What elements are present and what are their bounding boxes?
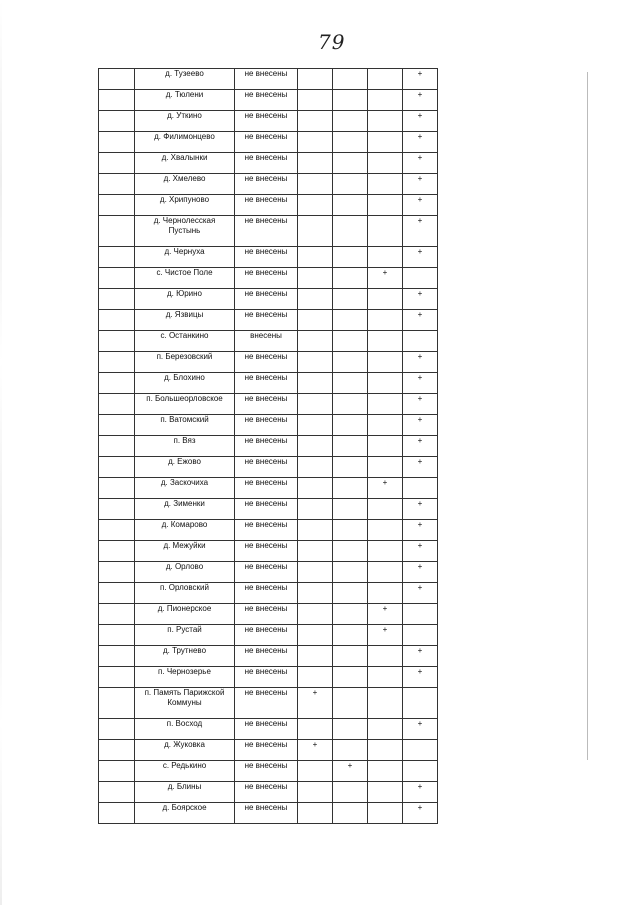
mark-cell-3 — [368, 646, 403, 667]
settlement-name-cell: с. Редькино — [135, 761, 235, 782]
mark-cell-1 — [298, 69, 333, 90]
mark-cell-1 — [298, 541, 333, 562]
settlements-table — [98, 68, 438, 824]
row-index-cell — [99, 803, 135, 824]
mark-cell-3 — [368, 289, 403, 310]
mark-cell-3 — [368, 803, 403, 824]
settlement-name-cell: д. Зименки — [135, 499, 235, 520]
mark-cell-2 — [333, 541, 368, 562]
row-index-cell — [99, 352, 135, 373]
status-cell: не внесены — [235, 132, 298, 153]
mark-cell-4: + — [403, 415, 438, 436]
settlement-name-cell: д. Ежово — [135, 457, 235, 478]
mark-cell-1 — [298, 719, 333, 740]
table-row — [99, 761, 438, 782]
settlement-name-cell: д. Заскочиха — [135, 478, 235, 499]
mark-cell-4: + — [403, 310, 438, 331]
mark-cell-1: + — [298, 740, 333, 761]
row-index-cell — [99, 520, 135, 541]
mark-cell-3 — [368, 331, 403, 352]
settlement-name-cell: п. Чернозерье — [135, 667, 235, 688]
status-cell: не внесены — [235, 688, 298, 719]
settlement-name-cell: д. Юрино — [135, 289, 235, 310]
status-cell: не внесены — [235, 247, 298, 268]
settlement-name-cell: д. Жуковка — [135, 740, 235, 761]
table-row — [99, 268, 438, 289]
status-cell: не внесены — [235, 583, 298, 604]
mark-cell-4: + — [403, 373, 438, 394]
table-row — [99, 310, 438, 331]
mark-cell-3 — [368, 247, 403, 268]
table-row — [99, 719, 438, 740]
table-row — [99, 740, 438, 761]
mark-cell-1 — [298, 625, 333, 646]
row-index-cell — [99, 604, 135, 625]
table-row — [99, 646, 438, 667]
mark-cell-1 — [298, 352, 333, 373]
settlement-name-cell: д. Филимонцево — [135, 132, 235, 153]
row-index-cell — [99, 394, 135, 415]
table-row — [99, 782, 438, 803]
row-index-cell — [99, 625, 135, 646]
table-row — [99, 583, 438, 604]
mark-cell-4 — [403, 478, 438, 499]
mark-cell-3: + — [368, 478, 403, 499]
mark-cell-2 — [333, 803, 368, 824]
table-row — [99, 216, 438, 247]
mark-cell-3 — [368, 782, 403, 803]
mark-cell-1 — [298, 604, 333, 625]
settlement-name-cell: д. Орлово — [135, 562, 235, 583]
mark-cell-3 — [368, 541, 403, 562]
settlement-name-cell: д. Тюлени — [135, 90, 235, 111]
settlement-name-cell: п. Рустай — [135, 625, 235, 646]
table-row — [99, 667, 438, 688]
mark-cell-3 — [368, 394, 403, 415]
settlement-name-cell: д. Хрипуново — [135, 195, 235, 216]
row-index-cell — [99, 719, 135, 740]
mark-cell-3 — [368, 499, 403, 520]
settlement-name-cell: д. Язвицы — [135, 310, 235, 331]
status-cell: не внесены — [235, 499, 298, 520]
mark-cell-4: + — [403, 436, 438, 457]
mark-cell-4: + — [403, 499, 438, 520]
mark-cell-3 — [368, 69, 403, 90]
mark-cell-2 — [333, 667, 368, 688]
row-index-cell — [99, 195, 135, 216]
mark-cell-1 — [298, 195, 333, 216]
mark-cell-4 — [403, 625, 438, 646]
status-cell: не внесены — [235, 667, 298, 688]
status-cell: не внесены — [235, 782, 298, 803]
mark-cell-3 — [368, 111, 403, 132]
status-cell: не внесены — [235, 195, 298, 216]
mark-cell-4: + — [403, 782, 438, 803]
row-index-cell — [99, 740, 135, 761]
settlement-name-cell: п. Вяз — [135, 436, 235, 457]
mark-cell-1 — [298, 289, 333, 310]
right-margin-rule — [587, 72, 588, 760]
table-row — [99, 803, 438, 824]
table-row — [99, 174, 438, 195]
mark-cell-2 — [333, 90, 368, 111]
mark-cell-3 — [368, 667, 403, 688]
row-index-cell — [99, 153, 135, 174]
mark-cell-2 — [333, 289, 368, 310]
table-row — [99, 562, 438, 583]
settlement-name-cell: п. Орловский — [135, 583, 235, 604]
status-cell: не внесены — [235, 268, 298, 289]
row-index-cell — [99, 247, 135, 268]
mark-cell-2 — [333, 415, 368, 436]
mark-cell-3 — [368, 583, 403, 604]
status-cell: не внесены — [235, 352, 298, 373]
row-index-cell — [99, 562, 135, 583]
mark-cell-4 — [403, 604, 438, 625]
mark-cell-2 — [333, 268, 368, 289]
mark-cell-2: + — [333, 761, 368, 782]
mark-cell-4: + — [403, 352, 438, 373]
mark-cell-3 — [368, 373, 403, 394]
row-index-cell — [99, 478, 135, 499]
settlement-name-cell: д. Комарово — [135, 520, 235, 541]
mark-cell-3 — [368, 153, 403, 174]
mark-cell-2 — [333, 373, 368, 394]
mark-cell-4: + — [403, 132, 438, 153]
mark-cell-1 — [298, 111, 333, 132]
mark-cell-4 — [403, 761, 438, 782]
mark-cell-2 — [333, 499, 368, 520]
status-cell: внесены — [235, 331, 298, 352]
mark-cell-3 — [368, 195, 403, 216]
mark-cell-1 — [298, 761, 333, 782]
mark-cell-1 — [298, 247, 333, 268]
status-cell: не внесены — [235, 373, 298, 394]
mark-cell-2 — [333, 625, 368, 646]
mark-cell-2 — [333, 310, 368, 331]
mark-cell-4 — [403, 740, 438, 761]
mark-cell-4: + — [403, 394, 438, 415]
status-cell: не внесены — [235, 803, 298, 824]
status-cell: не внесены — [235, 520, 298, 541]
status-cell: не внесены — [235, 90, 298, 111]
mark-cell-2 — [333, 394, 368, 415]
row-index-cell — [99, 646, 135, 667]
mark-cell-2 — [333, 562, 368, 583]
mark-cell-4: + — [403, 174, 438, 195]
row-index-cell — [99, 415, 135, 436]
row-index-cell — [99, 289, 135, 310]
mark-cell-4: + — [403, 520, 438, 541]
table-row — [99, 394, 438, 415]
mark-cell-1 — [298, 90, 333, 111]
row-index-cell — [99, 331, 135, 352]
mark-cell-1 — [298, 583, 333, 604]
row-index-cell — [99, 69, 135, 90]
row-index-cell — [99, 667, 135, 688]
settlement-name-cell: д. Чернолесская Пустынь — [135, 216, 235, 247]
mark-cell-4: + — [403, 289, 438, 310]
mark-cell-2 — [333, 436, 368, 457]
mark-cell-2 — [333, 247, 368, 268]
table-body — [99, 69, 438, 824]
mark-cell-1: + — [298, 688, 333, 719]
mark-cell-4: + — [403, 562, 438, 583]
mark-cell-3 — [368, 740, 403, 761]
row-index-cell — [99, 132, 135, 153]
status-cell: не внесены — [235, 761, 298, 782]
table-row — [99, 541, 438, 562]
mark-cell-1 — [298, 646, 333, 667]
mark-cell-3 — [368, 457, 403, 478]
table-row — [99, 331, 438, 352]
mark-cell-4: + — [403, 216, 438, 247]
row-index-cell — [99, 111, 135, 132]
mark-cell-4: + — [403, 646, 438, 667]
mark-cell-2 — [333, 331, 368, 352]
mark-cell-2 — [333, 646, 368, 667]
settlement-name-cell: д. Пионерское — [135, 604, 235, 625]
status-cell: не внесены — [235, 457, 298, 478]
status-cell: не внесены — [235, 436, 298, 457]
mark-cell-4 — [403, 688, 438, 719]
row-index-cell — [99, 688, 135, 719]
mark-cell-1 — [298, 132, 333, 153]
table-row — [99, 604, 438, 625]
table-row — [99, 90, 438, 111]
mark-cell-3: + — [368, 268, 403, 289]
mark-cell-1 — [298, 499, 333, 520]
mark-cell-2 — [333, 216, 368, 247]
status-cell: не внесены — [235, 719, 298, 740]
status-cell: не внесены — [235, 415, 298, 436]
settlement-name-cell: д. Боярское — [135, 803, 235, 824]
scan-edge-mark — [0, 0, 2, 905]
mark-cell-1 — [298, 174, 333, 195]
mark-cell-1 — [298, 310, 333, 331]
settlement-name-cell: п. Ватомский — [135, 415, 235, 436]
mark-cell-1 — [298, 457, 333, 478]
mark-cell-3 — [368, 90, 403, 111]
settlement-name-cell: д. Блины — [135, 782, 235, 803]
mark-cell-3 — [368, 688, 403, 719]
status-cell: не внесены — [235, 174, 298, 195]
mark-cell-1 — [298, 803, 333, 824]
mark-cell-1 — [298, 520, 333, 541]
mark-cell-3: + — [368, 625, 403, 646]
mark-cell-1 — [298, 153, 333, 174]
settlement-name-cell: д. Межуйки — [135, 541, 235, 562]
mark-cell-3 — [368, 310, 403, 331]
row-index-cell — [99, 583, 135, 604]
settlement-name-cell: п. Память Парижской Коммуны — [135, 688, 235, 719]
mark-cell-3 — [368, 520, 403, 541]
settlement-name-cell: п. Восход — [135, 719, 235, 740]
settlement-name-cell: д. Тузеево — [135, 69, 235, 90]
status-cell: не внесены — [235, 111, 298, 132]
table-row — [99, 132, 438, 153]
settlement-name-cell: д. Хмелево — [135, 174, 235, 195]
table-row — [99, 520, 438, 541]
row-index-cell — [99, 541, 135, 562]
settlement-name-cell: с. Чистое Поле — [135, 268, 235, 289]
row-index-cell — [99, 310, 135, 331]
status-cell: не внесены — [235, 478, 298, 499]
mark-cell-2 — [333, 688, 368, 719]
row-index-cell — [99, 90, 135, 111]
status-cell: не внесены — [235, 740, 298, 761]
mark-cell-3 — [368, 562, 403, 583]
mark-cell-2 — [333, 740, 368, 761]
mark-cell-3 — [368, 132, 403, 153]
mark-cell-4: + — [403, 153, 438, 174]
mark-cell-3: + — [368, 604, 403, 625]
mark-cell-4: + — [403, 69, 438, 90]
mark-cell-2 — [333, 604, 368, 625]
mark-cell-1 — [298, 782, 333, 803]
settlement-name-cell: д. Трутнево — [135, 646, 235, 667]
row-index-cell — [99, 436, 135, 457]
mark-cell-1 — [298, 436, 333, 457]
mark-cell-2 — [333, 174, 368, 195]
mark-cell-2 — [333, 132, 368, 153]
mark-cell-2 — [333, 111, 368, 132]
mark-cell-3 — [368, 352, 403, 373]
row-index-cell — [99, 782, 135, 803]
table-row — [99, 688, 438, 719]
mark-cell-4: + — [403, 583, 438, 604]
mark-cell-2 — [333, 583, 368, 604]
row-index-cell — [99, 216, 135, 247]
mark-cell-3 — [368, 216, 403, 247]
row-index-cell — [99, 373, 135, 394]
mark-cell-4: + — [403, 195, 438, 216]
mark-cell-4: + — [403, 111, 438, 132]
mark-cell-2 — [333, 69, 368, 90]
status-cell: не внесены — [235, 216, 298, 247]
mark-cell-2 — [333, 352, 368, 373]
mark-cell-2 — [333, 457, 368, 478]
mark-cell-4 — [403, 331, 438, 352]
table-row — [99, 153, 438, 174]
status-cell: не внесены — [235, 289, 298, 310]
page-number: 79 — [318, 30, 346, 54]
mark-cell-2 — [333, 478, 368, 499]
settlement-name-cell: п. Большеорловское — [135, 394, 235, 415]
mark-cell-3 — [368, 436, 403, 457]
table-row — [99, 625, 438, 646]
table-row — [99, 499, 438, 520]
mark-cell-2 — [333, 153, 368, 174]
mark-cell-1 — [298, 478, 333, 499]
mark-cell-4: + — [403, 719, 438, 740]
status-cell: не внесены — [235, 562, 298, 583]
mark-cell-3 — [368, 174, 403, 195]
table-row — [99, 478, 438, 499]
table-row — [99, 69, 438, 90]
status-cell: не внесены — [235, 541, 298, 562]
settlement-name-cell: с. Останкино — [135, 331, 235, 352]
mark-cell-2 — [333, 195, 368, 216]
mark-cell-1 — [298, 562, 333, 583]
status-cell: не внесены — [235, 310, 298, 331]
row-index-cell — [99, 268, 135, 289]
status-cell: не внесены — [235, 394, 298, 415]
row-index-cell — [99, 761, 135, 782]
mark-cell-4: + — [403, 541, 438, 562]
table-row — [99, 415, 438, 436]
status-cell: не внесены — [235, 646, 298, 667]
mark-cell-1 — [298, 216, 333, 247]
mark-cell-4: + — [403, 667, 438, 688]
table-row — [99, 352, 438, 373]
settlement-name-cell: д. Блохино — [135, 373, 235, 394]
table-row — [99, 457, 438, 478]
mark-cell-4: + — [403, 90, 438, 111]
row-index-cell — [99, 457, 135, 478]
table-row — [99, 247, 438, 268]
mark-cell-1 — [298, 415, 333, 436]
mark-cell-3 — [368, 719, 403, 740]
table-row — [99, 111, 438, 132]
table-row — [99, 289, 438, 310]
mark-cell-4: + — [403, 457, 438, 478]
mark-cell-1 — [298, 331, 333, 352]
status-cell: не внесены — [235, 604, 298, 625]
mark-cell-3 — [368, 761, 403, 782]
settlement-name-cell: п. Березовский — [135, 352, 235, 373]
mark-cell-4 — [403, 268, 438, 289]
mark-cell-2 — [333, 520, 368, 541]
mark-cell-2 — [333, 719, 368, 740]
status-cell: не внесены — [235, 625, 298, 646]
status-cell: не внесены — [235, 69, 298, 90]
row-index-cell — [99, 174, 135, 195]
table-row — [99, 373, 438, 394]
row-index-cell — [99, 499, 135, 520]
mark-cell-1 — [298, 373, 333, 394]
mark-cell-4: + — [403, 803, 438, 824]
mark-cell-4: + — [403, 247, 438, 268]
mark-cell-1 — [298, 667, 333, 688]
mark-cell-3 — [368, 415, 403, 436]
settlement-name-cell: д. Хвалынки — [135, 153, 235, 174]
status-cell: не внесены — [235, 153, 298, 174]
settlement-name-cell: д. Уткино — [135, 111, 235, 132]
mark-cell-1 — [298, 394, 333, 415]
table-row — [99, 436, 438, 457]
table-row — [99, 195, 438, 216]
mark-cell-2 — [333, 782, 368, 803]
mark-cell-1 — [298, 268, 333, 289]
settlement-name-cell: д. Чернуха — [135, 247, 235, 268]
